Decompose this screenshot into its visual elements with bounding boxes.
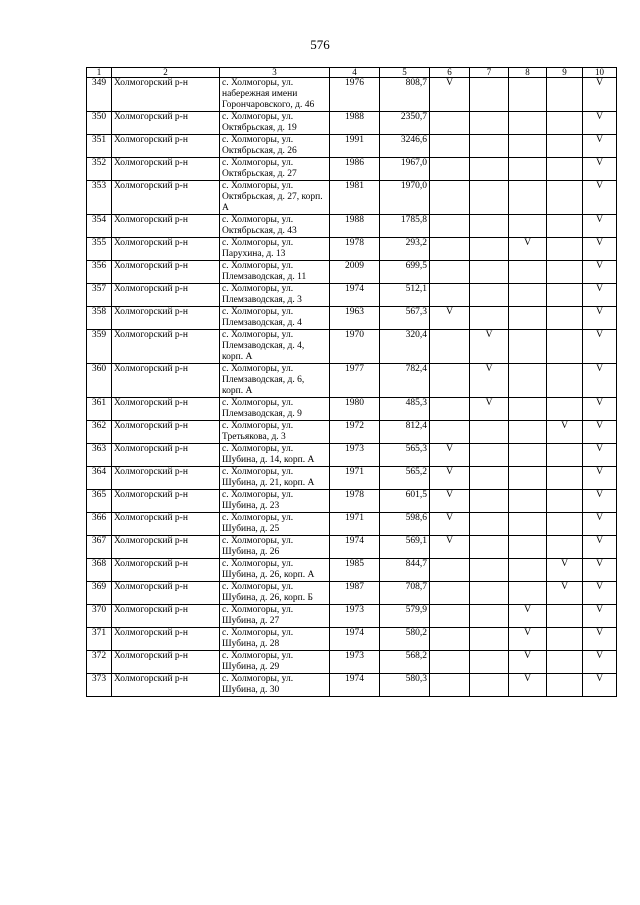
mark-cell-6 [430,421,470,444]
mark-cell-7 [470,307,509,330]
mark-cell-6 [430,674,470,697]
mark-cell-9 [547,112,583,135]
mark-cell-10: V [583,330,617,364]
address-cell: с. Холмогоры, ул. Шубина, д. 29 [220,651,330,674]
mark-cell-6 [430,628,470,651]
table-row [87,582,617,605]
year-cell: 1974 [330,674,380,697]
column-header: 8 [509,68,547,78]
area-cell: 568,2 [380,651,430,674]
column-header: 10 [583,68,617,78]
row-number-cell: 350 [87,112,112,135]
area-cell: 565,2 [380,467,430,490]
mark-cell-9: V [547,582,583,605]
mark-cell-9 [547,284,583,307]
address-cell: с. Холмогоры, ул. Шубина, д. 26 [220,536,330,559]
mark-cell-8 [509,307,547,330]
row-number-cell: 351 [87,135,112,158]
mark-cell-9 [547,238,583,261]
mark-cell-8: V [509,238,547,261]
mark-cell-8 [509,364,547,398]
year-cell: 1978 [330,490,380,513]
mark-cell-9 [547,215,583,238]
mark-cell-6: V [430,513,470,536]
district-cell: Холмогорский р-н [112,330,220,364]
table-row [87,158,617,181]
mark-cell-6 [430,284,470,307]
row-number-cell: 372 [87,651,112,674]
district-cell: Холмогорский р-н [112,651,220,674]
year-cell: 1963 [330,307,380,330]
mark-cell-7 [470,238,509,261]
address-cell: с. Холмогоры, ул. Октябрьская, д. 27 [220,158,330,181]
address-cell: с. Холмогоры, ул. Парухина, д. 13 [220,238,330,261]
mark-cell-9 [547,364,583,398]
year-cell: 1971 [330,467,380,490]
table-row [87,238,617,261]
district-cell: Холмогорский р-н [112,135,220,158]
row-number-cell: 363 [87,444,112,467]
row-number-cell: 370 [87,605,112,628]
year-cell: 1974 [330,628,380,651]
mark-cell-6 [430,112,470,135]
district-cell: Холмогорский р-н [112,513,220,536]
address-cell: с. Холмогоры, ул. Шубина, д. 28 [220,628,330,651]
address-cell: с. Холмогоры, ул. Октябрьская, д. 26 [220,135,330,158]
mark-cell-7 [470,135,509,158]
mark-cell-10: V [583,364,617,398]
address-cell: с. Холмогоры, ул. Третьякова, д. 3 [220,421,330,444]
mark-cell-7 [470,536,509,559]
mark-cell-6 [430,651,470,674]
area-cell: 567,3 [380,307,430,330]
address-cell: с. Холмогоры, ул. Шубина, д. 30 [220,674,330,697]
mark-cell-8 [509,181,547,215]
area-cell: 1785,8 [380,215,430,238]
mark-cell-10: V [583,628,617,651]
mark-cell-8 [509,158,547,181]
row-number-cell: 354 [87,215,112,238]
mark-cell-8 [509,398,547,421]
mark-cell-10: V [583,421,617,444]
area-cell: 3246,6 [380,135,430,158]
mark-cell-7 [470,78,509,112]
district-cell: Холмогорский р-н [112,364,220,398]
mark-cell-9 [547,628,583,651]
area-cell: 808,7 [380,78,430,112]
district-cell: Холмогорский р-н [112,238,220,261]
mark-cell-7 [470,651,509,674]
table-row [87,444,617,467]
mark-cell-10: V [583,215,617,238]
year-cell: 1985 [330,559,380,582]
year-cell: 1981 [330,181,380,215]
mark-cell-7 [470,559,509,582]
mark-cell-6: V [430,536,470,559]
row-number-cell: 359 [87,330,112,364]
column-header: 7 [470,68,509,78]
table-row [87,536,617,559]
mark-cell-9 [547,674,583,697]
mark-cell-10: V [583,181,617,215]
column-header: 9 [547,68,583,78]
address-cell: с. Холмогоры, ул. Племзаводская, д. 6, корп. А [220,364,330,398]
district-cell: Холмогорский р-н [112,398,220,421]
housing-registry-table [86,67,617,697]
mark-cell-9 [547,135,583,158]
mark-cell-8: V [509,674,547,697]
year-cell: 1987 [330,582,380,605]
mark-cell-6: V [430,444,470,467]
mark-cell-8 [509,490,547,513]
row-number-cell: 358 [87,307,112,330]
mark-cell-6: V [430,307,470,330]
area-cell: 512,1 [380,284,430,307]
mark-cell-6 [430,559,470,582]
mark-cell-10: V [583,135,617,158]
address-cell: с. Холмогоры, ул. Шубина, д. 23 [220,490,330,513]
district-cell: Холмогорский р-н [112,674,220,697]
mark-cell-9 [547,261,583,284]
mark-cell-7 [470,674,509,697]
year-cell: 1980 [330,398,380,421]
address-cell: с. Холмогоры, ул. Шубина, д. 25 [220,513,330,536]
table-row [87,421,617,444]
mark-cell-7 [470,513,509,536]
mark-cell-10: V [583,536,617,559]
mark-cell-6 [430,238,470,261]
district-cell: Холмогорский р-н [112,605,220,628]
row-number-cell: 371 [87,628,112,651]
mark-cell-8 [509,467,547,490]
mark-cell-7 [470,421,509,444]
row-number-cell: 367 [87,536,112,559]
table-row [87,307,617,330]
year-cell: 1973 [330,651,380,674]
district-cell: Холмогорский р-н [112,467,220,490]
district-cell: Холмогорский р-н [112,112,220,135]
mark-cell-7 [470,467,509,490]
mark-cell-9 [547,158,583,181]
mark-cell-6: V [430,490,470,513]
mark-cell-9 [547,398,583,421]
mark-cell-10: V [583,238,617,261]
area-cell: 485,3 [380,398,430,421]
mark-cell-7 [470,261,509,284]
area-cell: 320,4 [380,330,430,364]
column-header: 2 [112,68,220,78]
column-header: 1 [87,68,112,78]
year-cell: 1986 [330,158,380,181]
mark-cell-10: V [583,674,617,697]
address-cell: с. Холмогоры, ул. Племзаводская, д. 4, корп. А [220,330,330,364]
district-cell: Холмогорский р-н [112,536,220,559]
area-cell: 782,4 [380,364,430,398]
mark-cell-10: V [583,513,617,536]
mark-cell-10: V [583,398,617,421]
mark-cell-9 [547,307,583,330]
mark-cell-9: V [547,559,583,582]
table-row [87,490,617,513]
area-cell: 812,4 [380,421,430,444]
address-cell: с. Холмогоры, ул. Шубина, д. 26, корп. А [220,559,330,582]
mark-cell-7: V [470,398,509,421]
district-cell: Холмогорский р-н [112,444,220,467]
district-cell: Холмогорский р-н [112,628,220,651]
table-row [87,284,617,307]
address-cell: с. Холмогоры, ул. Шубина, д. 14, корп. А [220,444,330,467]
mark-cell-6 [430,398,470,421]
row-number-cell: 352 [87,158,112,181]
address-cell: с. Холмогоры, ул. Шубина, д. 21, корп. А [220,467,330,490]
year-cell: 1991 [330,135,380,158]
mark-cell-8: V [509,628,547,651]
mark-cell-6 [430,330,470,364]
mark-cell-6 [430,215,470,238]
year-cell: 1988 [330,215,380,238]
mark-cell-6 [430,364,470,398]
row-number-cell: 364 [87,467,112,490]
mark-cell-7 [470,444,509,467]
mark-cell-10: V [583,112,617,135]
year-cell: 1976 [330,78,380,112]
mark-cell-9 [547,490,583,513]
area-cell: 580,3 [380,674,430,697]
district-cell: Холмогорский р-н [112,490,220,513]
table-row [87,559,617,582]
area-cell: 569,1 [380,536,430,559]
mark-cell-10: V [583,605,617,628]
mark-cell-7: V [470,330,509,364]
page-number: 576 [310,37,330,52]
address-cell: с. Холмогоры, ул. Шубина, д. 27 [220,605,330,628]
year-cell: 1973 [330,444,380,467]
table-row [87,513,617,536]
table-row [87,330,617,364]
row-number-cell: 362 [87,421,112,444]
mark-cell-9 [547,467,583,490]
mark-cell-8 [509,421,547,444]
area-cell: 579,9 [380,605,430,628]
table-row [87,261,617,284]
table-row [87,605,617,628]
mark-cell-10: V [583,307,617,330]
row-number-cell: 353 [87,181,112,215]
mark-cell-7 [470,628,509,651]
mark-cell-8 [509,215,547,238]
mark-cell-6 [430,605,470,628]
row-number-cell: 366 [87,513,112,536]
address-cell: с. Холмогоры, ул. Шубина, д. 26, корп. Б [220,582,330,605]
table-row [87,135,617,158]
mark-cell-7: V [470,364,509,398]
table-row [87,112,617,135]
district-cell: Холмогорский р-н [112,261,220,284]
mark-cell-6 [430,181,470,215]
mark-cell-8 [509,513,547,536]
mark-cell-8 [509,559,547,582]
mark-cell-10: V [583,78,617,112]
area-cell: 708,7 [380,582,430,605]
mark-cell-10: V [583,284,617,307]
address-cell: с. Холмогоры, ул. Племзаводская, д. 9 [220,398,330,421]
area-cell: 1970,0 [380,181,430,215]
year-cell: 1970 [330,330,380,364]
mark-cell-8: V [509,651,547,674]
district-cell: Холмогорский р-н [112,158,220,181]
table-row [87,467,617,490]
mark-cell-6 [430,158,470,181]
area-cell: 565,3 [380,444,430,467]
district-cell: Холмогорский р-н [112,181,220,215]
mark-cell-10: V [583,559,617,582]
district-cell: Холмогорский р-н [112,421,220,444]
mark-cell-7 [470,181,509,215]
address-cell: с. Холмогоры, ул. Октябрьская, д. 43 [220,215,330,238]
address-cell: с. Холмогоры, ул. Октябрьская, д. 27, корп. А [220,181,330,215]
district-cell: Холмогорский р-н [112,78,220,112]
mark-cell-9 [547,651,583,674]
table-body [87,78,617,697]
address-cell: с. Холмогоры, ул. Октябрьская, д. 19 [220,112,330,135]
mark-cell-7 [470,158,509,181]
row-number-cell: 361 [87,398,112,421]
mark-cell-9 [547,330,583,364]
year-cell: 1971 [330,513,380,536]
table-row [87,674,617,697]
mark-cell-6 [430,582,470,605]
year-cell: 2009 [330,261,380,284]
table-row [87,398,617,421]
mark-cell-9 [547,444,583,467]
address-cell: с. Холмогоры, ул. Племзаводская, д. 4 [220,307,330,330]
mark-cell-9 [547,536,583,559]
mark-cell-9 [547,181,583,215]
mark-cell-7 [470,112,509,135]
mark-cell-10: V [583,467,617,490]
district-cell: Холмогорский р-н [112,215,220,238]
column-header: 5 [380,68,430,78]
mark-cell-10: V [583,490,617,513]
mark-cell-8 [509,78,547,112]
area-cell: 2350,7 [380,112,430,135]
area-cell: 699,5 [380,261,430,284]
table-row [87,364,617,398]
mark-cell-10: V [583,158,617,181]
area-cell: 601,5 [380,490,430,513]
mark-cell-8 [509,444,547,467]
area-cell: 844,7 [380,559,430,582]
mark-cell-10: V [583,261,617,284]
mark-cell-6 [430,135,470,158]
area-cell: 293,2 [380,238,430,261]
table-row [87,78,617,112]
mark-cell-8 [509,261,547,284]
district-cell: Холмогорский р-н [112,582,220,605]
table-row [87,651,617,674]
year-cell: 1977 [330,364,380,398]
row-number-cell: 349 [87,78,112,112]
column-header: 4 [330,68,380,78]
row-number-cell: 373 [87,674,112,697]
year-cell: 1974 [330,536,380,559]
row-number-cell: 365 [87,490,112,513]
mark-cell-8 [509,112,547,135]
mark-cell-7 [470,284,509,307]
table-row [87,181,617,215]
mark-cell-9 [547,513,583,536]
table-row [87,215,617,238]
year-cell: 1978 [330,238,380,261]
address-cell: с. Холмогоры, ул. Племзаводская, д. 3 [220,284,330,307]
year-cell: 1974 [330,284,380,307]
mark-cell-7 [470,582,509,605]
address-cell: с. Холмогоры, ул. Племзаводская, д. 11 [220,261,330,284]
area-cell: 1967,0 [380,158,430,181]
mark-cell-10: V [583,444,617,467]
mark-cell-10: V [583,651,617,674]
district-cell: Холмогорский р-н [112,307,220,330]
mark-cell-8: V [509,605,547,628]
mark-cell-6 [430,261,470,284]
row-number-cell: 357 [87,284,112,307]
mark-cell-8 [509,135,547,158]
district-cell: Холмогорский р-н [112,559,220,582]
row-number-cell: 360 [87,364,112,398]
row-number-cell: 355 [87,238,112,261]
mark-cell-8 [509,536,547,559]
year-cell: 1988 [330,112,380,135]
mark-cell-8 [509,582,547,605]
year-cell: 1972 [330,421,380,444]
mark-cell-6: V [430,78,470,112]
area-cell: 598,6 [380,513,430,536]
mark-cell-9 [547,605,583,628]
district-cell: Холмогорский р-н [112,284,220,307]
mark-cell-8 [509,330,547,364]
mark-cell-8 [509,284,547,307]
mark-cell-9: V [547,421,583,444]
area-cell: 580,2 [380,628,430,651]
table-row [87,628,617,651]
mark-cell-7 [470,490,509,513]
header-row [87,68,617,78]
row-number-cell: 368 [87,559,112,582]
address-cell: с. Холмогоры, ул. набережная имени Горончаровского, д. 46 [220,78,330,112]
year-cell: 1973 [330,605,380,628]
row-number-cell: 369 [87,582,112,605]
row-number-cell: 356 [87,261,112,284]
mark-cell-7 [470,215,509,238]
column-header: 6 [430,68,470,78]
mark-cell-9 [547,78,583,112]
mark-cell-6: V [430,467,470,490]
mark-cell-10: V [583,582,617,605]
column-header: 3 [220,68,330,78]
mark-cell-7 [470,605,509,628]
